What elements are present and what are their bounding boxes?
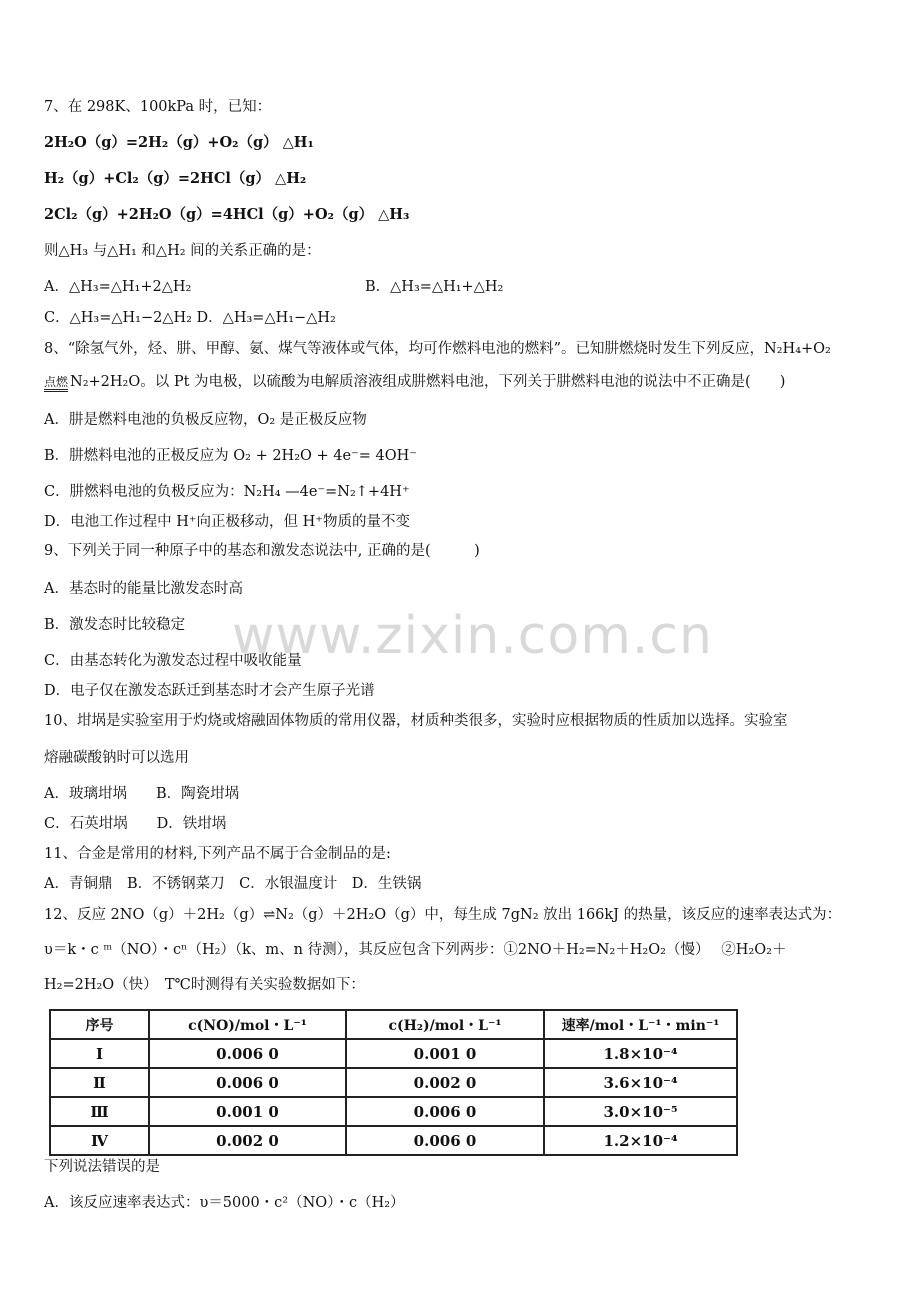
table-cell: 3.6×10⁻⁴ — [544, 1068, 737, 1097]
q8-line-1: 8、“除氢气外，烃、肼、甲醇、氨、煤气等液体或气体，均可作燃料电池的燃料”。已知肼燃烧时发生下列反应，N₂H₄+O₂ — [44, 341, 831, 357]
table-cell: 0.002 0 — [149, 1126, 346, 1155]
table-header: c(NO)/mol・L⁻¹ — [149, 1010, 346, 1039]
table-cell: 0.001 0 — [346, 1039, 544, 1068]
table-row — [50, 1097, 737, 1126]
table-cell: 1.2×10⁻⁴ — [544, 1126, 737, 1155]
q7-question: 则△H₃ 与△H₁ 和△H₂ 间的关系正确的是： — [44, 243, 321, 259]
table-cell: 3.0×10⁻⁵ — [544, 1097, 737, 1126]
table-cell: Ⅳ — [50, 1126, 149, 1155]
table-row — [50, 1068, 737, 1097]
table-cell: 1.8×10⁻⁴ — [544, 1039, 737, 1068]
table-cell: 0.006 0 — [346, 1126, 544, 1155]
q10-line-2: 熔融碳酸钠时可以选用 — [44, 750, 189, 766]
table-cell: 0.006 0 — [149, 1068, 346, 1097]
watermark: www.zixin.com.cn — [232, 606, 713, 666]
q10-line-1: 10、坩埚是实验室用于灼烧或熔融固体物质的常用仪器，材质种类很多，实验时应根据物质的性质加以选择。实验室 — [44, 713, 788, 729]
table-header: 速率/mol・L⁻¹・min⁻¹ — [544, 1010, 737, 1039]
q9-option-c: C．由基态转化为激发态过程中吸收能量 — [44, 653, 302, 669]
q12-line-1: 12、反应 2NO（g）＋2H₂（g）⇌N₂（g）＋2H₂O（g）中，每生成 7gN₂ 放出 166kJ 的热量，该反应的速率表达式为： — [44, 907, 842, 923]
table-cell: 0.006 0 — [149, 1039, 346, 1068]
q12-line-3: H₂=2H₂O（快） T℃时测得有关实验数据如下： — [44, 977, 365, 993]
table-row — [50, 1039, 737, 1068]
table-row — [50, 1126, 737, 1155]
q7-option-a: A．△H₃=△H₁+2△H₂ — [44, 279, 192, 295]
q7-option-b: B．△H₃=△H₁+△H₂ — [365, 279, 504, 295]
q11-title: 11、合金是常用的材料,下列产品不属于合金制品的是: — [44, 846, 391, 862]
q12-line-2: υ＝k・c ᵐ（NO）・cⁿ（H₂）（k、m、n 待测），其反应包含下列两步：①2NO＋H₂=N₂＋H₂O₂（慢） ②H₂O₂＋ — [44, 942, 787, 958]
q8-option-c: C．肼燃料电池的负极反应为：N₂H₄ —4e⁻=N₂↑+4H⁺ — [44, 484, 410, 500]
q7-option-cd: C．△H₃=△H₁−2△H₂ D．△H₃=△H₁−△H₂ — [44, 310, 336, 326]
q9-option-d: D．电子仅在激发态跃迁到基态时才会产生原子光谱 — [44, 683, 375, 699]
ignition-condition: 点燃 — [44, 375, 68, 392]
table-header: c(H₂)/mol・L⁻¹ — [346, 1010, 544, 1039]
q8-line-2: 点燃 N₂+2H₂O。以 Pt 为电极，以硫酸为电解质溶液组成肼燃料电池，下列关于肼燃料电池的说法中不正确是( ) — [44, 374, 786, 390]
q9-option-a: A．基态时的能量比激发态时高 — [44, 581, 243, 597]
q7-title: 7、在 298K、100kPa 时，已知： — [44, 99, 272, 115]
q10-option-cd: C．石英坩埚 D．铁坩埚 — [44, 816, 227, 832]
table-cell: Ⅱ — [50, 1068, 149, 1097]
q8-option-a: A．肼是燃料电池的负极反应物，O₂ 是正极反应物 — [44, 412, 367, 428]
table-cell: 0.002 0 — [346, 1068, 544, 1097]
q8-option-d: D．电池工作过程中 H⁺向正极移动，但 H⁺物质的量不变 — [44, 514, 410, 530]
table-header-row — [50, 1010, 737, 1039]
table-cell: 0.001 0 — [149, 1097, 346, 1126]
table-cell: 0.006 0 — [346, 1097, 544, 1126]
experiment-data-table — [49, 1009, 738, 1156]
q11-options: A．青铜鼎 B．不锈钢菜刀 C．水银温度计 D．生铁锅 — [44, 876, 422, 892]
table-cell: Ⅰ — [50, 1039, 149, 1068]
q7-equation-2: H₂（g）+Cl₂（g）=2HCl（g） △H₂ — [44, 170, 307, 187]
table-header: 序号 — [50, 1010, 149, 1039]
q12-option-a: A．该反应速率表达式：υ＝5000・c²（NO）・c（H₂） — [44, 1195, 405, 1211]
q9-title: 9、下列关于同一种原子中的基态和激发态说法中, 正确的是( ) — [44, 543, 480, 559]
q7-equation-3: 2Cl₂（g）+2H₂O（g）=4HCl（g）+O₂（g） △H₃ — [44, 206, 410, 223]
q9-option-b: B．激发态时比较稳定 — [44, 617, 186, 633]
q10-option-ab: A．玻璃坩埚 B．陶瓷坩埚 — [44, 786, 240, 802]
q8-option-b: B．肼燃料电池的正极反应为 O₂ + 2H₂O + 4e⁻= 4OH⁻ — [44, 448, 417, 464]
table-cell: Ⅲ — [50, 1097, 149, 1126]
q7-equation-1: 2H₂O（g）=2H₂（g）+O₂（g） △H₁ — [44, 134, 314, 151]
q12-after-table: 下列说法错误的是 — [44, 1159, 160, 1175]
